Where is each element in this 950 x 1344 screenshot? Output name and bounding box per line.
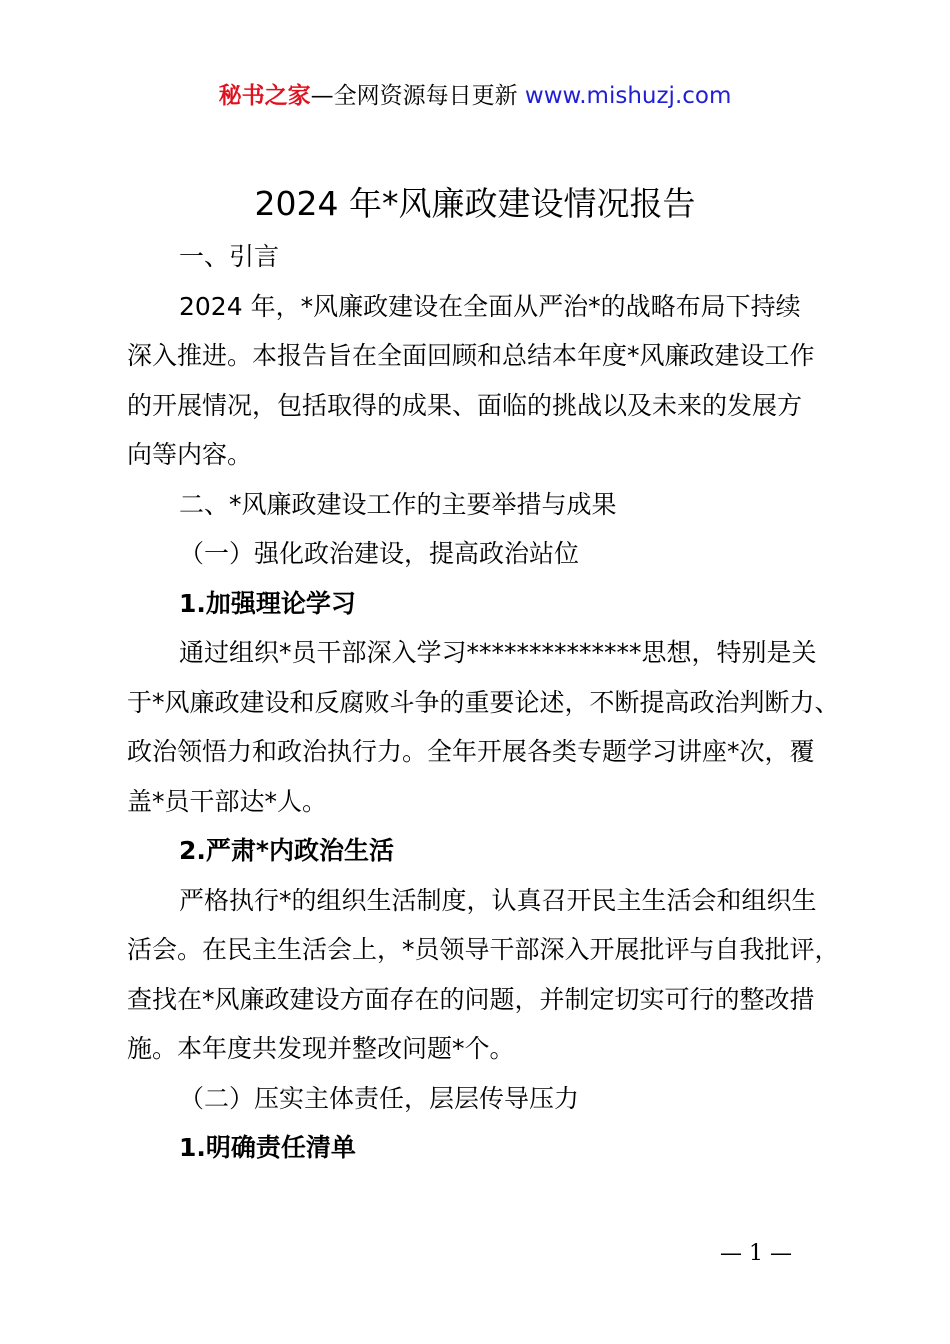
brand-name: 秘书之家: [218, 83, 311, 109]
text-line: 政治领悟力和政治执行力。全年开展各类专题学习讲座*次，覆: [127, 737, 815, 766]
section-heading: 2.严肃*内政治生活: [179, 836, 394, 865]
section-heading: 1.加强理论学习: [179, 588, 356, 618]
text-line: 二、*风廉政建设工作的主要举措与成果: [179, 489, 617, 519]
text-line: 盖*员干部达*人。: [127, 786, 328, 816]
text-line: （一）强化政治建设，提高政治站位: [179, 539, 580, 568]
text-line: （二）压实主体责任，层层传导压力: [179, 1083, 580, 1113]
site-url[interactable]: www.mishuzj.com: [524, 83, 732, 109]
header-tagline: —全网资源每日更新: [310, 83, 525, 109]
text-line: 2024 年，*风廉政建设在全面从严治*的战略布局下持续: [179, 291, 801, 321]
text-line: 通过组织*员干部深入学习**************思想，特别是关: [179, 638, 817, 667]
text-line: 查找在*风廉政建设方面存在的问题，并制定切实可行的整改措: [127, 984, 815, 1014]
text-line: 严格执行*的组织生活制度，认真召开民主生活会和组织生: [179, 885, 817, 915]
page-number: — 1 —: [720, 1241, 792, 1266]
text-line: 施。本年度共发现并整改问题*个。: [127, 1034, 515, 1063]
text-line: 向等内容。: [127, 440, 253, 469]
section-heading: 1.明确责任清单: [179, 1133, 356, 1162]
text-line: 活会。在民主生活会上，*员领导干部深入开展批评与自我批评，: [127, 935, 840, 964]
site-header: [0, 80, 950, 112]
document-title: 2024 年*风廉政建设情况报告: [254, 184, 696, 223]
text-line: 的开展情况，包括取得的成果、面临的挑战以及未来的发展方: [127, 390, 803, 420]
text-line: 深入推进。本报告旨在全面回顾和总结本年度*风廉政建设工作: [127, 341, 815, 370]
text-line: 于*风廉政建设和反腐败斗争的重要论述，不断提高政治判断力、: [127, 687, 840, 717]
text-line: 一、引言: [179, 242, 280, 271]
document-body: [127, 232, 847, 1173]
